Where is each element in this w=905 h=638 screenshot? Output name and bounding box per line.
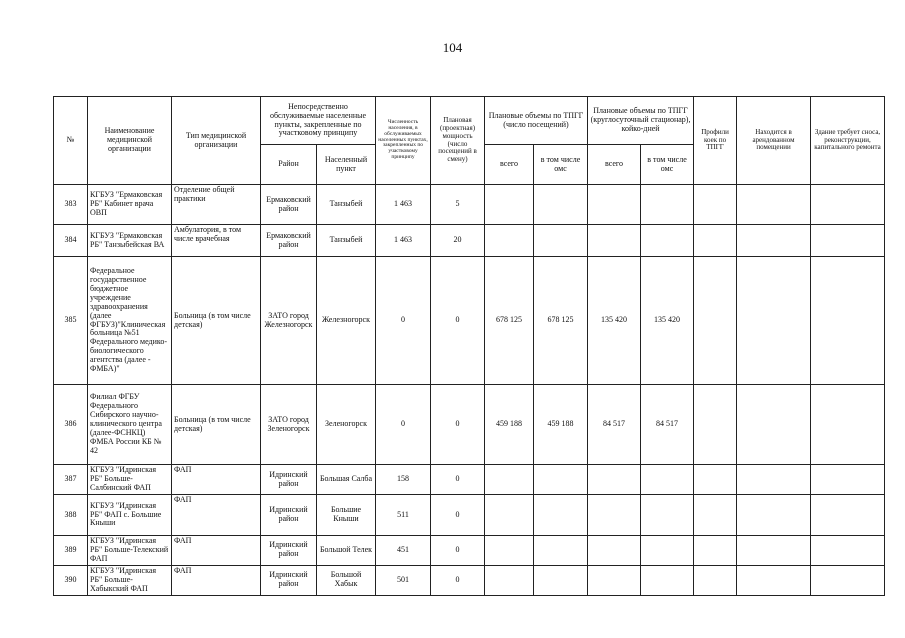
cell-visits-oms bbox=[534, 465, 588, 495]
cell-capacity: 0 bbox=[431, 565, 485, 595]
cell-beds-oms bbox=[641, 495, 694, 536]
cell-capacity: 0 bbox=[431, 495, 485, 536]
cell-beds-total bbox=[588, 185, 641, 225]
cell-org: КГБУЗ "Ермаковская РБ" Танзыбейская ВА bbox=[88, 225, 172, 257]
cell-num: 385 bbox=[54, 257, 88, 385]
cell-visits-total bbox=[485, 225, 534, 257]
cell-building bbox=[811, 185, 885, 225]
table-row bbox=[54, 225, 885, 257]
table-row bbox=[54, 465, 885, 495]
cell-population: 0 bbox=[376, 257, 431, 385]
table-row bbox=[54, 536, 885, 566]
header-org-name: Наименование медицинской организации bbox=[88, 97, 172, 185]
cell-org: КГБУЗ "Идринская РБ" Больше-Салбинский ФАП bbox=[88, 465, 172, 495]
cell-visits-oms bbox=[534, 185, 588, 225]
header-visits-oms: в том числе омс bbox=[534, 145, 588, 185]
cell-settlement: Железногорск bbox=[317, 257, 376, 385]
cell-capacity: 0 bbox=[431, 536, 485, 566]
cell-district: Идринский район bbox=[261, 495, 317, 536]
cell-type: Больница (в том числе детская) bbox=[172, 257, 261, 385]
cell-num: 388 bbox=[54, 495, 88, 536]
cell-type: Больница (в том числе детская) bbox=[172, 385, 261, 465]
cell-bed-profiles bbox=[694, 465, 737, 495]
cell-settlement: Большие Кныши bbox=[317, 495, 376, 536]
cell-building bbox=[811, 225, 885, 257]
cell-org: КГБУЗ "Идринская РБ" ФАП с. Большие Кныши bbox=[88, 495, 172, 536]
cell-visits-total bbox=[485, 495, 534, 536]
cell-visits-oms: 678 125 bbox=[534, 257, 588, 385]
cell-population: 1 463 bbox=[376, 185, 431, 225]
header-beds-group: Плановые объемы по ТПГГ (круглосуточный стационар), койко-дней bbox=[588, 97, 694, 145]
header-org-type: Тип медицинской организации bbox=[172, 97, 261, 185]
cell-beds-total bbox=[588, 225, 641, 257]
header-population: Численность населения, в обслуживаемых населенных пунктах, закрепленных по участковому принципу bbox=[376, 97, 431, 185]
cell-building bbox=[811, 465, 885, 495]
cell-settlement: Танзыбей bbox=[317, 185, 376, 225]
cell-beds-oms bbox=[641, 225, 694, 257]
table-row bbox=[54, 185, 885, 225]
cell-visits-total: 459 188 bbox=[485, 385, 534, 465]
cell-num: 387 bbox=[54, 465, 88, 495]
cell-capacity: 0 bbox=[431, 465, 485, 495]
cell-beds-total bbox=[588, 465, 641, 495]
cell-district: ЗАТО город Зеленогорск bbox=[261, 385, 317, 465]
cell-building bbox=[811, 385, 885, 465]
cell-beds-total bbox=[588, 495, 641, 536]
cell-population: 451 bbox=[376, 536, 431, 566]
cell-settlement: Зеленогорск bbox=[317, 385, 376, 465]
cell-visits-oms bbox=[534, 565, 588, 595]
cell-bed-profiles bbox=[694, 565, 737, 595]
header-settlements-group: Непосредственно обслуживаемые населенные пункты, закрепленные по участковому принципу bbox=[261, 97, 376, 145]
cell-visits-total bbox=[485, 536, 534, 566]
cell-visits-oms: 459 188 bbox=[534, 385, 588, 465]
page-number: 104 bbox=[442, 40, 463, 55]
header-district: Район bbox=[261, 145, 317, 185]
cell-capacity: 0 bbox=[431, 257, 485, 385]
cell-type: ФАП bbox=[172, 465, 261, 495]
cell-district: Идринский район bbox=[261, 465, 317, 495]
cell-building bbox=[811, 565, 885, 595]
cell-rented bbox=[737, 536, 811, 566]
cell-type: ФАП bbox=[172, 495, 261, 536]
cell-num: 386 bbox=[54, 385, 88, 465]
header-num: № bbox=[54, 97, 88, 185]
cell-type: ФАП bbox=[172, 536, 261, 566]
cell-num: 384 bbox=[54, 225, 88, 257]
header-visits-total: всего bbox=[485, 145, 534, 185]
cell-visits-oms bbox=[534, 536, 588, 566]
table-row bbox=[54, 385, 885, 465]
cell-rented bbox=[737, 565, 811, 595]
cell-bed-profiles bbox=[694, 185, 737, 225]
cell-population: 1 463 bbox=[376, 225, 431, 257]
cell-district: Ермаковский район bbox=[261, 185, 317, 225]
header-visits-group: Плановые объемы по ТПГГ (число посещений) bbox=[485, 97, 588, 145]
cell-district: Идринский район bbox=[261, 536, 317, 566]
header-bed-profiles: Профили коек по ТПГГ bbox=[694, 97, 737, 185]
cell-org: Федеральное государственное бюджетное учреждение здравоохранения (далее ФГБУЗ)"Клиническая больница №51 Федерального медико-биологического агентства (далее - ФМБА)" bbox=[88, 257, 172, 385]
table-row bbox=[54, 495, 885, 536]
cell-type: ФАП bbox=[172, 565, 261, 595]
cell-bed-profiles bbox=[694, 495, 737, 536]
cell-bed-profiles bbox=[694, 225, 737, 257]
cell-capacity: 5 bbox=[431, 185, 485, 225]
cell-visits-total bbox=[485, 565, 534, 595]
cell-settlement: Большой Хабык bbox=[317, 565, 376, 595]
cell-rented bbox=[737, 495, 811, 536]
cell-building bbox=[811, 495, 885, 536]
cell-org: КГБУЗ "Ермаковская РБ" Кабинет врача ОВП bbox=[88, 185, 172, 225]
cell-org: Филиал ФГБУ Федерального Сибирского научно-клинического центра (далее-ФСНКЦ) ФМБА России КБ № 42 bbox=[88, 385, 172, 465]
table-row bbox=[54, 257, 885, 385]
header-capacity: Плановая (проектная) мощность (число посещений в смену) bbox=[431, 97, 485, 185]
cell-org: КГБУЗ "Идринская РБ" Больше-Хабыкский ФАП bbox=[88, 565, 172, 595]
cell-type: Отделение общей практики bbox=[172, 185, 261, 225]
cell-beds-oms: 135 420 bbox=[641, 257, 694, 385]
cell-settlement: Большая Салба bbox=[317, 465, 376, 495]
cell-beds-oms bbox=[641, 465, 694, 495]
cell-population: 0 bbox=[376, 385, 431, 465]
cell-org: КГБУЗ "Идринская РБ" Больше-Телекский ФАП bbox=[88, 536, 172, 566]
cell-num: 389 bbox=[54, 536, 88, 566]
cell-district: Идринский район bbox=[261, 565, 317, 595]
cell-beds-oms bbox=[641, 536, 694, 566]
table-row bbox=[54, 565, 885, 595]
header-building: Здание требует сноса, реконструкции, капитального ремонта bbox=[811, 97, 885, 185]
cell-rented bbox=[737, 257, 811, 385]
cell-rented bbox=[737, 465, 811, 495]
cell-beds-oms bbox=[641, 185, 694, 225]
cell-bed-profiles bbox=[694, 385, 737, 465]
cell-beds-oms bbox=[641, 565, 694, 595]
cell-capacity: 0 bbox=[431, 385, 485, 465]
header-row bbox=[54, 97, 885, 145]
header-settlement: Населенный пункт bbox=[317, 145, 376, 185]
header-beds-oms: в том числе омс bbox=[641, 145, 694, 185]
cell-population: 511 bbox=[376, 495, 431, 536]
medical-organizations-table bbox=[53, 96, 885, 596]
header-rented: Находится в арендованном помещении bbox=[737, 97, 811, 185]
cell-rented bbox=[737, 225, 811, 257]
cell-bed-profiles bbox=[694, 257, 737, 385]
cell-settlement: Большой Телек bbox=[317, 536, 376, 566]
cell-building bbox=[811, 536, 885, 566]
cell-beds-total: 84 517 bbox=[588, 385, 641, 465]
cell-visits-oms bbox=[534, 495, 588, 536]
cell-district: ЗАТО город Железногорск bbox=[261, 257, 317, 385]
cell-beds-total bbox=[588, 565, 641, 595]
cell-population: 158 bbox=[376, 465, 431, 495]
cell-beds-total bbox=[588, 536, 641, 566]
cell-building bbox=[811, 257, 885, 385]
cell-district: Ермаковский район bbox=[261, 225, 317, 257]
cell-beds-total: 135 420 bbox=[588, 257, 641, 385]
cell-visits-oms bbox=[534, 225, 588, 257]
cell-visits-total bbox=[485, 185, 534, 225]
cell-num: 383 bbox=[54, 185, 88, 225]
cell-rented bbox=[737, 185, 811, 225]
cell-settlement: Танзыбей bbox=[317, 225, 376, 257]
cell-bed-profiles bbox=[694, 536, 737, 566]
cell-visits-total: 678 125 bbox=[485, 257, 534, 385]
header-beds-total: всего bbox=[588, 145, 641, 185]
cell-rented bbox=[737, 385, 811, 465]
cell-visits-total bbox=[485, 465, 534, 495]
cell-type: Амбулатория, в том числе врачебная bbox=[172, 225, 261, 257]
cell-population: 501 bbox=[376, 565, 431, 595]
cell-capacity: 20 bbox=[431, 225, 485, 257]
cell-num: 390 bbox=[54, 565, 88, 595]
cell-beds-oms: 84 517 bbox=[641, 385, 694, 465]
